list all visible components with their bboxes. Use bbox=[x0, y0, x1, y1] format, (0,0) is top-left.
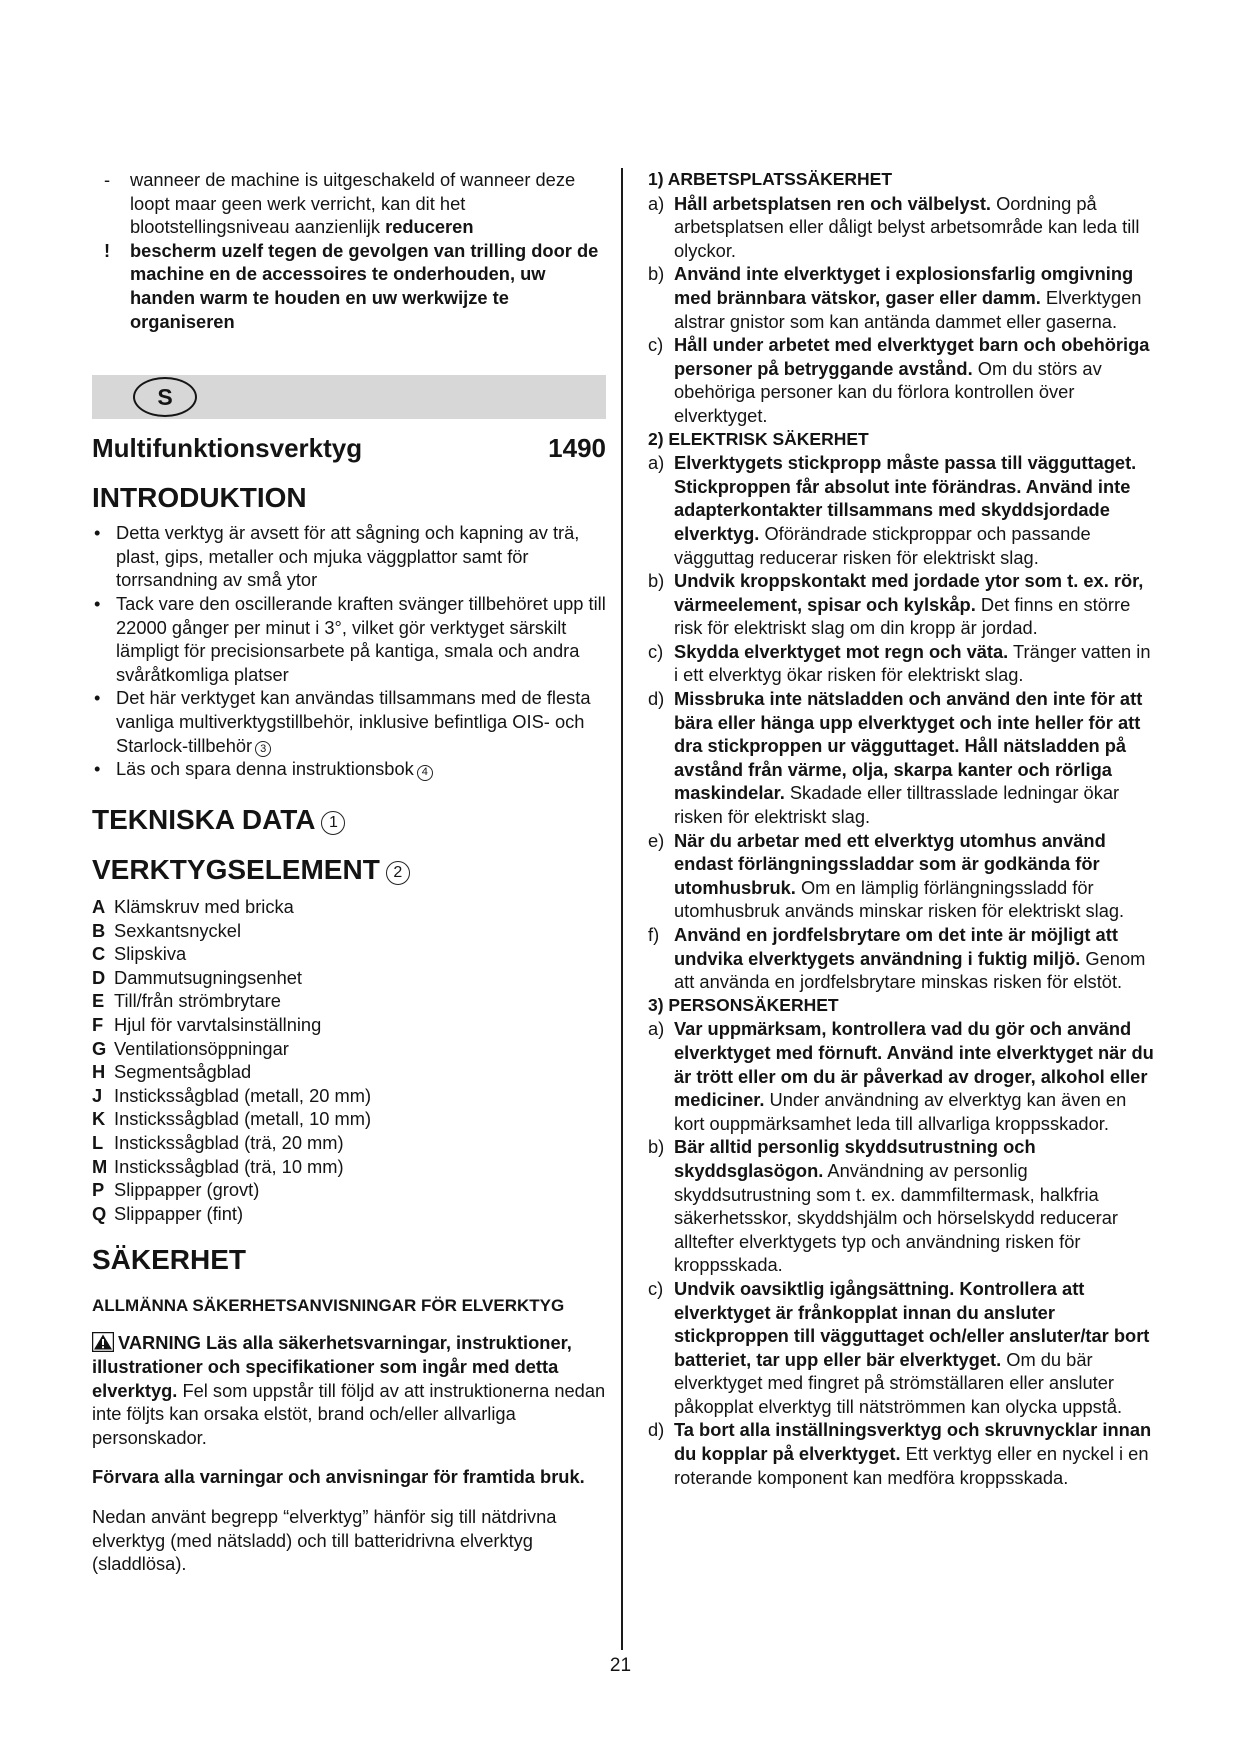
item-bold-text: Undvik kroppskontakt med jordade ytor som t. ex. rör, värmeelement, spisar och kylskåp. bbox=[674, 570, 1144, 615]
item-letter: a) bbox=[648, 452, 665, 474]
safety-item bbox=[636, 640, 1158, 687]
element-item bbox=[92, 1131, 606, 1155]
warning-paragraph bbox=[92, 1331, 606, 1449]
item-letter: f) bbox=[648, 924, 660, 945]
product-name: Multifunktionsverktyg bbox=[92, 433, 363, 464]
element-label: Dammutsugningsenhet bbox=[114, 966, 302, 988]
dash-marker: - bbox=[104, 169, 111, 190]
item-letter: c) bbox=[648, 334, 664, 356]
item-text: Ett verktyg eller en nyckel i en roterande komponent kan medföra kroppsskada. bbox=[674, 1443, 1149, 1488]
item-bold-text: Var uppmärksam, kontrollera vad du gör och använd elverktyget med förnuft. Använd inte elverktyget när du är trött eller om du är påverkad av droger, alkohol eller mediciner. bbox=[674, 1018, 1154, 1111]
item-letter: e) bbox=[648, 829, 665, 851]
element-code: A bbox=[92, 896, 106, 918]
safety-item bbox=[636, 333, 1158, 427]
safety-item bbox=[636, 829, 1158, 923]
element-item bbox=[92, 1202, 606, 1226]
product-title-row bbox=[92, 433, 606, 463]
item-text: Oförändrade stickproppar och passande vägguttag reducerar risken för elektriskt slag. bbox=[674, 522, 1091, 568]
dutch-bullet-dash bbox=[92, 168, 606, 239]
item-bold-text: Undvik oavsiktlig igångsättning. Kontrollera att elverktyget är frånkopplat innan du ansluter stickproppen till vägguttaget och/eller ansluter/tar bort batteriet, tar upp eller bär elverktyget. bbox=[674, 1277, 1150, 1370]
item-text: Under användning av elverktyg kan även en kort ouppmärksamhet leda till allvarliga kroppsskador. bbox=[674, 1089, 1127, 1134]
element-item bbox=[92, 1013, 606, 1037]
intro-heading: INTRODUKTION bbox=[92, 482, 307, 514]
item-bold-text: Ta bort alla inställningsverktyg och skruvnycklar innan du kopplar på elverktyget. bbox=[674, 1419, 1152, 1465]
element-code: Q bbox=[92, 1202, 107, 1224]
ref-circle-3: 3 bbox=[255, 741, 271, 757]
element-code: P bbox=[92, 1179, 105, 1201]
item-text: Om en lämplig förlängningssladd för utomhusbruk används minskar risken för elektriskt slag. bbox=[674, 876, 1125, 922]
element-item bbox=[92, 919, 606, 943]
language-bar bbox=[92, 375, 606, 419]
element-label: Till/från strömbrytare bbox=[114, 990, 281, 1012]
element-label: Instickssågblad (trä, 10 mm) bbox=[114, 1155, 344, 1177]
element-item bbox=[92, 989, 606, 1013]
element-item bbox=[92, 966, 606, 990]
intro-item bbox=[92, 592, 606, 686]
intro-item-text: Detta verktyg är avsett för att sågning och kapning av trä, plast, gips, metaller och mjuka väggplattor samt för torrsandning av små ytor bbox=[116, 522, 580, 591]
element-item bbox=[92, 1178, 606, 1202]
item-text: Genom att använda en jordfelsbrytare minskas risken för elstöt. bbox=[674, 947, 1146, 993]
exclaim-marker: ! bbox=[104, 239, 111, 261]
intro-item bbox=[92, 521, 606, 592]
element-label: Instickssågblad (trä, 20 mm) bbox=[114, 1132, 344, 1154]
element-code: L bbox=[92, 1132, 104, 1154]
elements-title: VERKTYGSELEMENT bbox=[92, 854, 380, 886]
safety-item bbox=[636, 687, 1158, 829]
element-label: Instickssågblad (metall, 20 mm) bbox=[114, 1084, 372, 1106]
item-text: Om du störs av obehöriga personer kan du förlora kontrollen över elverktyget. bbox=[674, 357, 1102, 426]
item-bold-text: Håll under arbetet med elverktyget barn och obehöriga personer på betryggande avstånd. bbox=[674, 334, 1150, 379]
safety-section-heading: 3) PERSONSÄKERHET bbox=[648, 994, 839, 1015]
page-number: 21 bbox=[609, 1655, 632, 1676]
item-letter: b) bbox=[648, 263, 665, 285]
item-letter: b) bbox=[648, 570, 665, 592]
element-label: Ventilationsöppningar bbox=[114, 1037, 289, 1059]
intro-item-text: Läs och spara denna instruktionsbok bbox=[116, 758, 414, 780]
safety-item bbox=[636, 569, 1158, 640]
element-item bbox=[92, 1155, 606, 1179]
element-item bbox=[92, 1107, 606, 1131]
element-label: Instickssågblad (metall, 10 mm) bbox=[114, 1108, 372, 1130]
element-item bbox=[92, 942, 606, 966]
item-bold-text: Bär alltid personlig skyddsutrustning och skyddsglasögon. bbox=[674, 1136, 1036, 1181]
warning-icon bbox=[92, 1332, 114, 1352]
item-text: Om du bär elverktyget med fingret på strömställaren eller ansluter påkopplat elverktyg till nätströmmen kan olycka uppstå. bbox=[674, 1348, 1123, 1417]
item-text: Elverktygen alstrar gnistor som kan antända dammet eller gaserna. bbox=[674, 286, 1142, 332]
warning-bold-text: VARNING Läs alla säkerhetsvarningar, instruktioner, illustrationer och specifikationer som ingår med detta elverktyg. bbox=[92, 1332, 572, 1401]
safety-item bbox=[636, 923, 1158, 994]
safety-item bbox=[636, 451, 1158, 569]
item-text: Tränger vatten in i ett elverktyg ökar risken för elektriskt slag. bbox=[674, 640, 1151, 686]
safety-item bbox=[636, 1418, 1158, 1489]
item-text: Skadade eller tilltrasslade ledningar ökar risken för elektriskt slag. bbox=[674, 782, 1120, 828]
element-code: F bbox=[92, 1014, 104, 1036]
element-label: Klämskruv med bricka bbox=[114, 896, 294, 918]
item-bold-text: Använd inte elverktyget i explosionsfarlig omgivning med brännbara vätskor, gaser eller damm. bbox=[674, 263, 1134, 308]
safety-item bbox=[636, 1277, 1158, 1419]
ref-circle-2: 2 bbox=[386, 861, 410, 885]
element-code: B bbox=[92, 919, 106, 941]
elements-list bbox=[92, 895, 606, 1225]
dutch-bullet-exclaim bbox=[92, 239, 606, 333]
element-code: H bbox=[92, 1061, 106, 1083]
warning-text: Fel som uppstår till följd av att instruktionerna nedan inte följts kan orsaka elstöt, brand och/eller allvarliga personskador. bbox=[92, 1379, 606, 1448]
element-label: Hjul för varvtalsinställning bbox=[114, 1014, 322, 1036]
general-safety-heading: ALLMÄNNA SÄKERHETSANVISNINGAR FÖR ELVERKTYG bbox=[92, 1296, 565, 1316]
item-bold-text: Håll arbetsplatsen ren och välbelyst. bbox=[674, 192, 991, 214]
item-bold-text: Använd en jordfelsbrytare om det inte är möjligt att undvika elverktygets användning i fuktig miljö. bbox=[674, 924, 1118, 969]
dutch-bold-1: reduceren bbox=[385, 216, 474, 238]
item-text: Oordning på arbetsplatsen eller dåligt belyst arbetsområde kan leda till olyckor. bbox=[674, 192, 1140, 261]
item-text: Användning av personlig skyddsutrustning som t. ex. dammfiltermask, halkfria säkerhetsskor, skyddshjälm och hörselskydd reducerar alltefter elverktygets typ och användning risken för kroppsskada. bbox=[674, 1159, 1119, 1276]
keep-instructions-note: Förvara alla varningar och anvisningar för framtida bruk. bbox=[92, 1466, 585, 1488]
tech-data-heading bbox=[92, 803, 606, 837]
item-letter: d) bbox=[648, 1419, 665, 1441]
item-letter: d) bbox=[648, 688, 665, 710]
ref-circle-4: 4 bbox=[417, 765, 433, 781]
element-code: K bbox=[92, 1108, 106, 1130]
element-label: Slippapper (grovt) bbox=[114, 1179, 260, 1201]
element-label: Segmentsågblad bbox=[114, 1061, 252, 1083]
safety-section-heading: 2) ELEKTRISK SÄKERHET bbox=[648, 428, 869, 449]
term-definition-note: Nedan använt begrepp “elverktyg” hänför sig till nätdrivna elverktyg (med nätsladd) och till batteridrivna elverktyg (sladdlösa). bbox=[92, 1505, 557, 1575]
column-divider bbox=[621, 168, 623, 1650]
safety-item bbox=[636, 262, 1158, 333]
element-item bbox=[92, 1037, 606, 1061]
element-label: Sexkantsnyckel bbox=[114, 919, 242, 941]
ref-circle-1: 1 bbox=[321, 811, 345, 835]
item-letter: c) bbox=[648, 640, 664, 662]
element-item bbox=[92, 1060, 606, 1084]
language-badge: S bbox=[133, 377, 197, 417]
right-column bbox=[636, 168, 1158, 1489]
item-letter: c) bbox=[648, 1277, 664, 1299]
safety-item bbox=[636, 1135, 1158, 1277]
element-code: E bbox=[92, 990, 105, 1012]
intro-item bbox=[92, 686, 606, 757]
item-letter: b) bbox=[648, 1136, 665, 1158]
element-item bbox=[92, 1084, 606, 1108]
intro-item-text: Tack vare den oscillerande kraften svänger tillbehöret upp till 22000 gånger per minut i 3°, vilket gör verktyget särskilt lämpligt för precisionsarbete på kantiga, smala och andra svåråtkomliga platser bbox=[116, 592, 606, 685]
product-number: 1490 bbox=[548, 433, 606, 464]
tech-data-title: TEKNISKA DATA bbox=[92, 804, 316, 836]
element-code: C bbox=[92, 943, 106, 965]
item-bold-text: Missbruka inte nätsladden och använd den inte för att bära eller hänga upp elverktyget och inte heller för att dra stickproppen ur vägguttaget. Håll nätsladden på avstånd från värme, olja, skarpa kanter och rörliga maskindelar. bbox=[674, 688, 1143, 804]
intro-item bbox=[92, 757, 606, 781]
safety-section-heading: 1) ARBETSPLATSSÄKERHET bbox=[648, 169, 893, 189]
safety-item bbox=[636, 192, 1158, 263]
item-letter: a) bbox=[648, 1018, 665, 1040]
dutch-bold-2: bescherm uzelf tegen de gevolgen van trilling door de machine en de accessoires te onderhouden, uw handen warm te houden en uw werkwijze te organiseren bbox=[130, 239, 599, 332]
element-label: Slipskiva bbox=[114, 943, 187, 965]
left-column bbox=[92, 168, 606, 1576]
intro-item-text: Det här verktyget kan användas tillsammans med de flesta vanliga multiverktygstillbehör, inklusive befintliga OIS- och Starlock-tillbehör bbox=[116, 687, 591, 756]
element-code: G bbox=[92, 1037, 107, 1059]
item-bold-text: När du arbetar med ett elverktyg utomhus använd endast förlängningssladdar som är godkända för utomhusbruk. bbox=[674, 829, 1106, 898]
item-bold-text: Skydda elverktyget mot regn och väta. bbox=[674, 640, 1009, 662]
item-bold-text: Elverktygets stickpropp måste passa till vägguttaget. Stickproppen får absolut inte förändras. Använd inte adapterkontakter tillsammans med skyddsjordade elverktyg. bbox=[674, 452, 1137, 544]
safety-heading: SÄKERHET bbox=[92, 1244, 247, 1276]
elements-heading bbox=[92, 853, 606, 887]
element-label: Slippapper (fint) bbox=[114, 1202, 244, 1224]
item-letter: a) bbox=[648, 192, 665, 214]
element-code: M bbox=[92, 1155, 108, 1177]
intro-list bbox=[92, 521, 606, 781]
element-item bbox=[92, 895, 606, 919]
element-code: D bbox=[92, 966, 106, 988]
safety-item bbox=[636, 1017, 1158, 1135]
dutch-text-1: wanneer de machine is uitgeschakeld of wanneer deze loopt maar geen werk verricht, kan dit het blootstellingsniveau aanzienlijk bbox=[130, 169, 576, 238]
element-code: J bbox=[92, 1084, 103, 1106]
item-text: Det finns en större risk för elektriskt slag om din kropp är jordad. bbox=[674, 593, 1131, 639]
